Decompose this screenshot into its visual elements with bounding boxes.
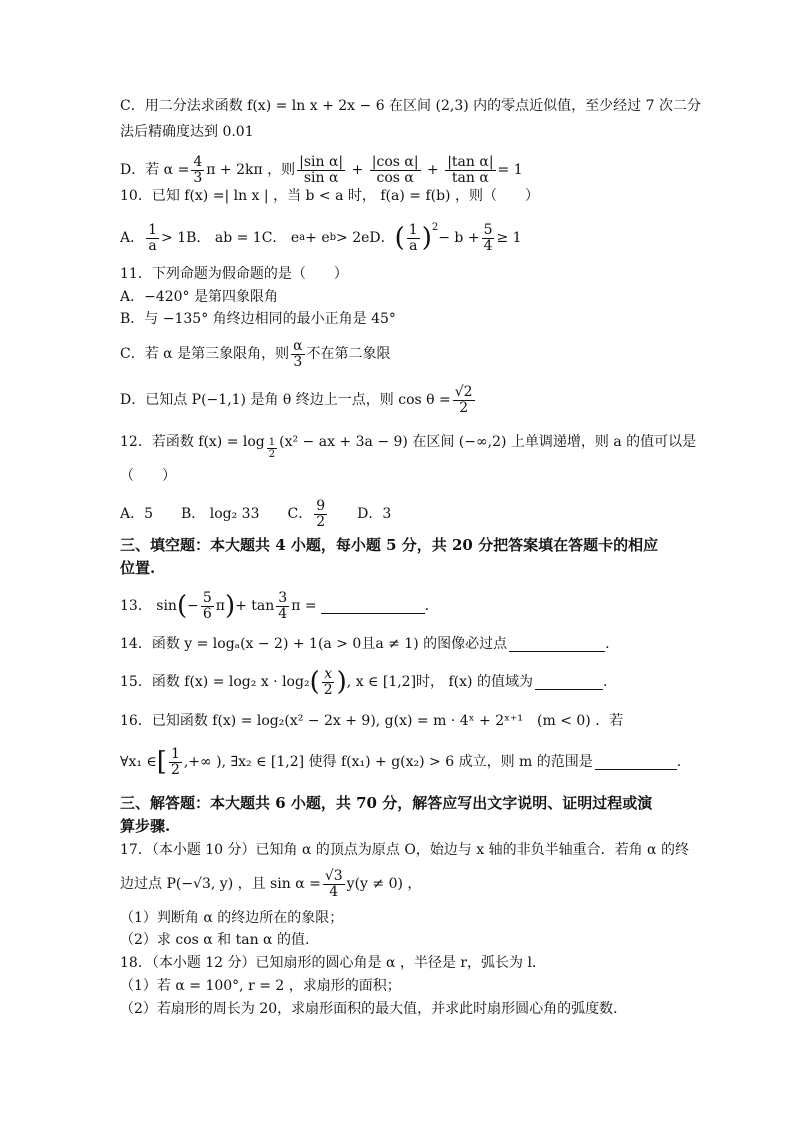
fraction: $\frac{9}{2}$ — [316, 497, 326, 530]
section4-title-line2: 算步骤. — [120, 817, 171, 835]
fraction: $\frac{1}{a}$ — [408, 221, 418, 254]
fraction: $\frac{√2}{2}$ — [454, 383, 473, 416]
fraction: $\frac{1}{2}$ — [170, 745, 180, 778]
fraction: $\frac{4}{3}$ — [193, 153, 203, 186]
fraction: $\frac{5}{4}$ — [483, 221, 493, 254]
q11-stem: 11．下列命题为假命题的是（ ） — [120, 266, 348, 282]
fraction: $\frac{3}{4}$ — [278, 589, 288, 622]
q12-stem: 12．若函数 f(x) = log $\frac{1}{2}$ (x² − ax + 3a − 9) 在区间 (−∞,2) 上单调递增，则 a 的值可以是 — [120, 434, 697, 460]
q17-part1: （1）判断角 α 的终边所在的象限； — [120, 910, 344, 926]
q10-options: A． $\frac{1}{a}$ > 1B． ab = 1C． e a + e b > 2eD． ( $\frac{1}{a}$ ) $^2$ − b + $\frac{5}{4}$ ≥ 1 — [120, 221, 522, 254]
fraction: $\frac{x}{2}$ — [323, 665, 333, 698]
section3-title-line2: 位置. — [120, 559, 156, 577]
fraction: $\frac{5}{6}$ — [202, 589, 212, 622]
fraction: $\frac{\text{|cos α|}}{\text{cos α}}$ — [371, 153, 419, 186]
q17-line1: 17．（本小题 10 分）已知角 α 的顶点为原点 O，始边与 x 轴的非负半轴重合．若角 α 的终 — [120, 842, 689, 858]
section4-title-line1: 三、解答题：本大题共 6 小题，共 70 分，解答应写出文字说明、证明过程或演 — [120, 794, 653, 812]
q9-option-c-line2: 法后精确度达到 0.01 — [120, 124, 254, 140]
q11-option-b: B．与 −135° 角终边相同的最小正角是 45° — [120, 311, 396, 327]
q11-option-d: D．已知点 P(−1,1) 是角 θ 终边上一点，则 cos θ = $\frac{√2}{2}$ — [120, 383, 473, 416]
answer-blank[interactable] — [535, 675, 603, 690]
fraction: $\frac{\text{|sin α|}}{\text{sin α}}$ — [299, 153, 344, 186]
fraction: $\frac{√3}{4}$ — [324, 867, 343, 900]
q11-option-c: C．若 α 是第三象限角，则 $\frac{\alpha}{3}$ 不在第二象限 — [120, 337, 391, 370]
q9-option-c-line1: C．用二分法求函数 f(x) = ln x + 2x − 6 在区间 (2,3) 内的零点近似值，至少经过 7 次二分 — [120, 98, 701, 114]
q14: 14．函数 y = logₐ(x − 2) + 1(a > 0且a ≠ 1) 的图像必过点 . — [120, 636, 610, 652]
q16-line2: ∀x₁ ∈ [ $\frac{1}{2}$ ,+∞ ), ∃x₂ ∈ [1,2] 使得 f(x₁) + g(x₂) > 6 成立，则 m 的范围是 . — [120, 745, 682, 778]
q12-paren: （ ） — [120, 468, 176, 484]
q9-option-d: D．若 α = $\frac{4}{3}$ π + 2kπ ，则 $\frac{\text{|sin α|}}{\text{sin α}}$ + $\frac{\text{|cos α|}}{\text{cos α}}$ + $\frac{\text{|tan α|}}{\text{tan α}}$ = 1 — [120, 153, 523, 186]
q17-line2: 边过点 P(−√3, y) ，且 sin α = $\frac{√3}{4}$ y(y ≠ 0) ， — [120, 867, 422, 900]
q15: 15．函数 f(x) = log₂ x · log₂ ( $\frac{x}{2}$ ) , x ∈ [1,2]时， f(x) 的值域为 . — [120, 665, 608, 698]
q13: 13． sin ( − $\frac{5}{6}$ π ) + tan $\frac{3}{4}$ π = . — [120, 589, 430, 622]
q10-stem: 10．已知 f(x) =| ln x | ，当 b < a 时， f(a) = f(b) ，则（ ） — [120, 188, 539, 204]
q18-line1: 18．（本小题 12 分）已知扇形的圆心角是 α ，半径是 r，弧长为 l． — [120, 955, 546, 971]
answer-blank[interactable] — [321, 599, 425, 614]
q18-part2: （2）若扇形的周长为 20，求扇形面积的最大值，并求此时扇形圆心角的弧度数． — [120, 1001, 628, 1017]
fraction: $\frac{\alpha}{3}$ — [293, 337, 303, 370]
q11-option-a: A．−420° 是第四象限角 — [120, 289, 279, 305]
section3-title-line1: 三、填空题：本大题共 4 小题，每小题 5 分，共 20 分把答案填在答题卡的相应 — [120, 536, 659, 554]
fraction: $\frac{\text{|tan α|}}{\text{tan α}}$ — [447, 153, 494, 186]
answer-blank[interactable] — [509, 637, 605, 652]
fraction: $\frac{1}{2}$ — [268, 437, 276, 460]
q18-part1: （1）若 α = 100°, r = 2 ，求扇形的面积； — [120, 978, 401, 994]
q16-line1: 16．已知函数 f(x) = log₂(x² − 2x + 9), g(x) = m · 4ˣ + 2ˣ⁺¹ (m < 0) ．若 — [120, 713, 624, 729]
q17-part2: （2）求 cos α 和 tan α 的值. — [120, 932, 310, 948]
fraction: $\frac{1}{a}$ — [148, 221, 158, 254]
q12-options: A．5 B． log₂ 33 C． $\frac{9}{2}$ D．3 — [120, 497, 392, 530]
answer-blank[interactable] — [595, 755, 677, 770]
